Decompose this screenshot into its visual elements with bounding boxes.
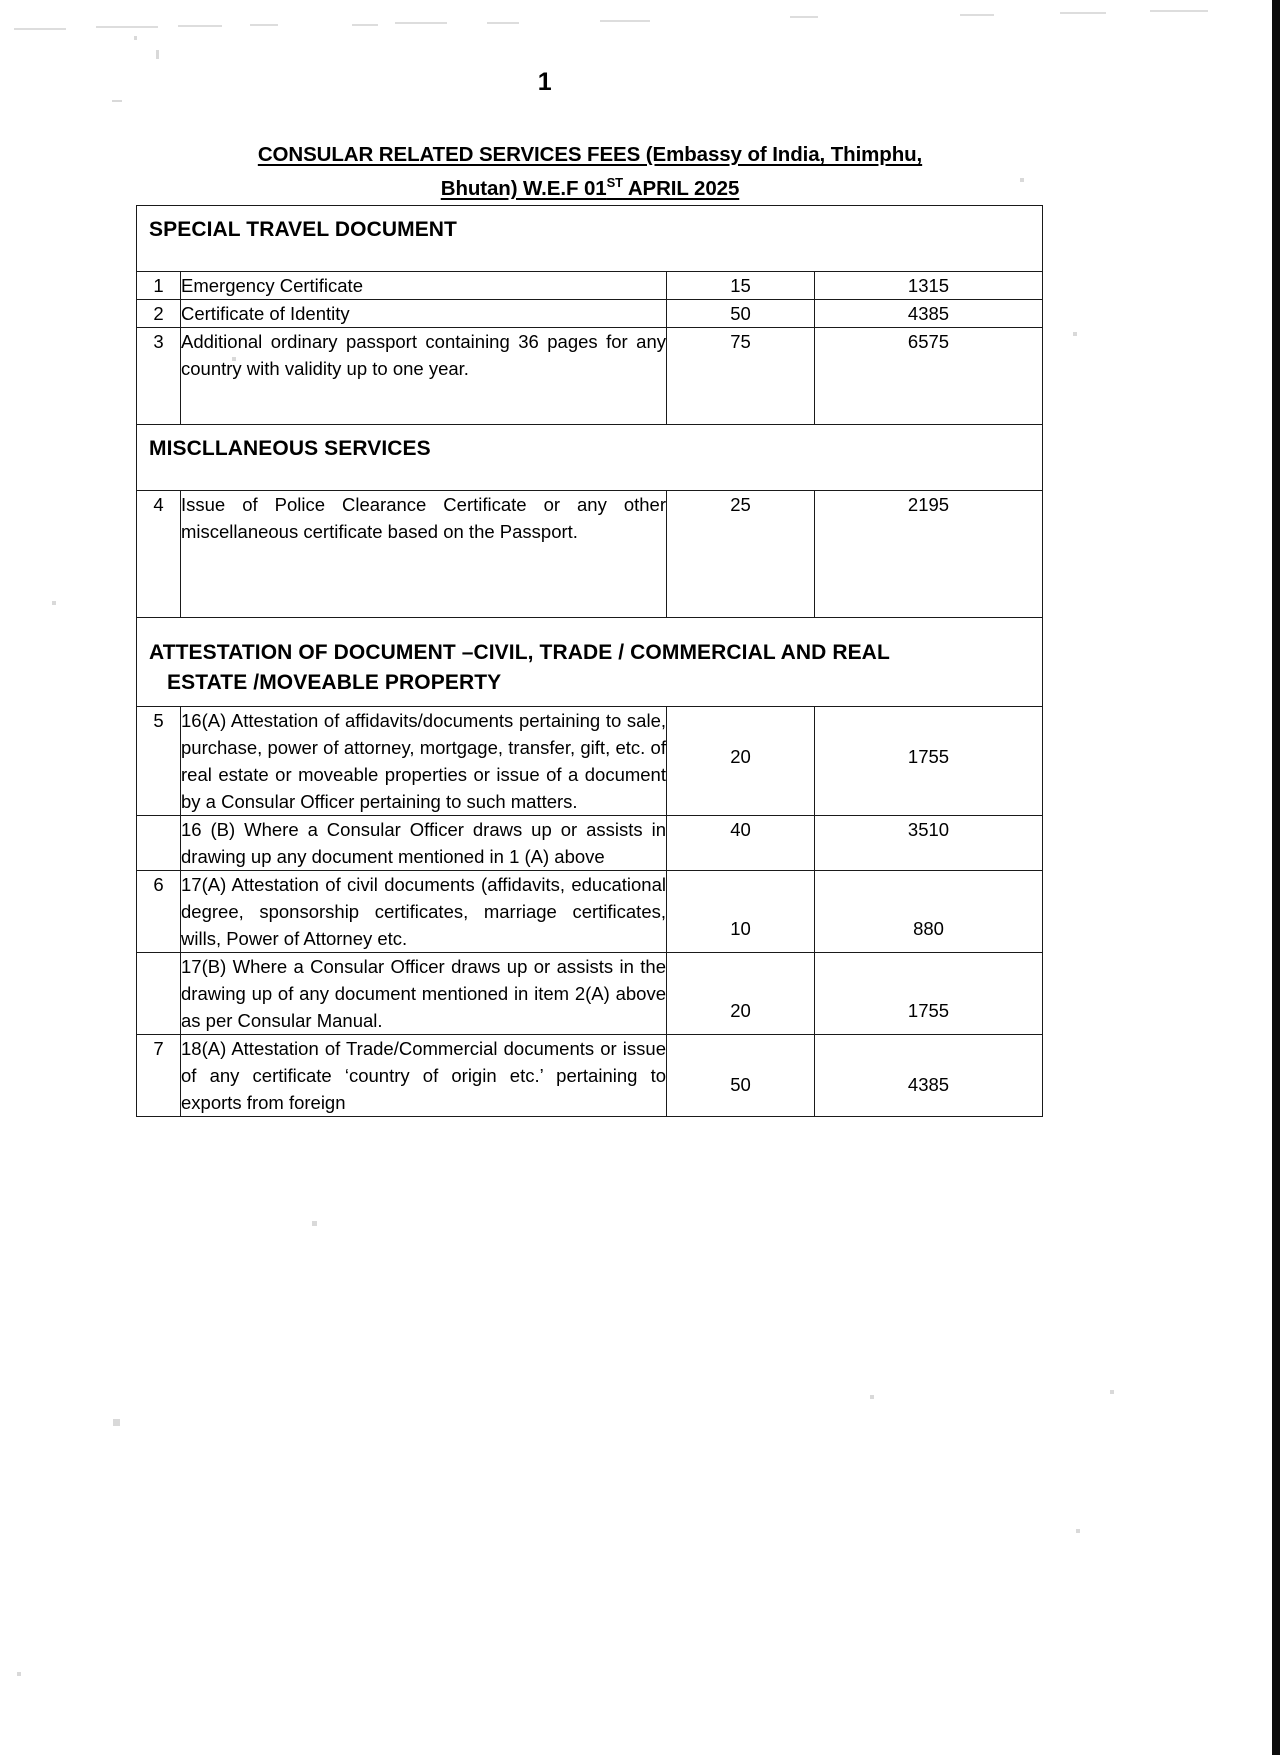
row-fee-usd: 20 — [667, 953, 815, 1035]
row-serial-number — [137, 816, 181, 871]
scan-artifact — [960, 14, 994, 16]
page-title-line-2-suffix: APRIL 2025 — [622, 177, 740, 200]
scan-artifact — [1150, 10, 1208, 12]
scan-artifact — [312, 1221, 317, 1226]
table-row — [137, 871, 1043, 953]
row-fee-usd: 50 — [667, 1035, 815, 1117]
row-description: 17(A) Attestation of civil documents (affidavits, educational degree, sponsorship certificates, marriage certificates, wills, Power of Attorney etc. — [181, 871, 667, 953]
row-fee-inr: 2195 — [815, 491, 1043, 618]
scan-artifact — [134, 36, 137, 40]
row-fee-inr: 1315 — [815, 272, 1043, 300]
row-description: Emergency Certificate — [181, 272, 667, 300]
row-description: Additional ordinary passport containing 36 pages for any country with validity up to one year. — [181, 328, 667, 425]
row-fee-inr: 4385 — [815, 1035, 1043, 1117]
table-row — [137, 272, 1043, 300]
table-row — [137, 1035, 1043, 1117]
scan-artifact — [113, 1419, 120, 1426]
section-header-row — [137, 206, 1043, 272]
section-heading: MISCLLANEOUS SERVICES — [137, 425, 1043, 491]
scan-artifact — [52, 601, 56, 605]
row-serial-number: 2 — [137, 300, 181, 328]
scan-artifact — [156, 50, 159, 59]
scan-artifact — [487, 22, 519, 24]
page-title-line-1: CONSULAR RELATED SERVICES FEES (Embassy of India, Thimphu, — [257, 143, 923, 166]
row-description: Certificate of Identity — [181, 300, 667, 328]
scan-artifact — [352, 24, 378, 26]
table-row — [137, 300, 1043, 328]
page-title-line-2 — [441, 177, 740, 200]
row-fee-inr: 3510 — [815, 816, 1043, 871]
row-fee-usd: 40 — [667, 816, 815, 871]
page-title-line-2-prefix: Bhutan) W.E.F 01 — [440, 177, 607, 200]
table-row — [137, 707, 1043, 816]
scan-artifact — [1110, 1390, 1114, 1394]
section-heading — [137, 618, 1043, 707]
scan-artifact — [395, 22, 447, 24]
scan-artifact — [250, 24, 278, 26]
row-fee-inr: 1755 — [815, 953, 1043, 1035]
ordinal-suffix: ST — [606, 175, 623, 191]
row-serial-number: 5 — [137, 707, 181, 816]
row-fee-usd: 75 — [667, 328, 815, 425]
scan-artifact — [17, 1672, 21, 1676]
row-fee-inr: 6575 — [815, 328, 1043, 425]
row-serial-number: 1 — [137, 272, 181, 300]
row-description: 16(A) Attestation of affidavits/documents pertaining to sale, purchase, power of attorney, mortgage, transfer, gift, etc. of real estate or moveable properties or issue of a document by a Consular Officer pertaining to such matters. — [181, 707, 667, 816]
row-serial-number: 6 — [137, 871, 181, 953]
scan-artifact — [178, 25, 222, 27]
scan-edge-artifact — [1272, 0, 1280, 1755]
scan-artifact — [1060, 12, 1106, 14]
row-fee-usd: 25 — [667, 491, 815, 618]
section-header-row — [137, 618, 1043, 707]
row-description: 17(B) Where a Consular Officer draws up or assists in the drawing up of any document mentioned in item 2(A) above as per Consular Manual. — [181, 953, 667, 1035]
row-fee-usd: 15 — [667, 272, 815, 300]
section-header-row — [137, 425, 1043, 491]
page-number: 1 — [537, 68, 553, 96]
scan-artifact — [790, 16, 818, 18]
row-description: 18(A) Attestation of Trade/Commercial documents or issue of any certificate ‘country of origin etc.’ pertaining to exports from foreign — [181, 1035, 667, 1117]
row-fee-usd: 50 — [667, 300, 815, 328]
row-serial-number — [137, 953, 181, 1035]
scan-artifact — [870, 1395, 874, 1399]
row-fee-usd: 10 — [667, 871, 815, 953]
section-heading-line-2: ESTATE /MOVEABLE PROPERTY — [167, 671, 502, 694]
section-heading-line-1: ATTESTATION OF DOCUMENT –CIVIL, TRADE / COMMERCIAL AND REAL — [149, 641, 890, 664]
scan-artifact — [1076, 1529, 1080, 1533]
scan-artifact — [600, 20, 650, 22]
row-fee-inr: 4385 — [815, 300, 1043, 328]
table-row — [137, 953, 1043, 1035]
table-row — [137, 491, 1043, 618]
scan-artifact — [96, 26, 158, 28]
row-fee-inr: 1755 — [815, 707, 1043, 816]
consular-fees-table — [136, 205, 1043, 1117]
scan-artifact — [1073, 332, 1077, 336]
row-serial-number: 3 — [137, 328, 181, 425]
row-serial-number: 7 — [137, 1035, 181, 1117]
row-description: Issue of Police Clearance Certificate or any other miscellaneous certificate based on the Passport. — [181, 491, 667, 618]
scan-artifact — [112, 100, 122, 102]
section-heading: SPECIAL TRAVEL DOCUMENT — [137, 206, 1043, 272]
row-description: 16 (B) Where a Consular Officer draws up or assists in drawing up any document mentioned in 1 (A) above — [181, 816, 667, 871]
row-serial-number: 4 — [137, 491, 181, 618]
table-row — [137, 328, 1043, 425]
page-title — [140, 138, 1040, 206]
row-fee-usd: 20 — [667, 707, 815, 816]
row-fee-inr: 880 — [815, 871, 1043, 953]
table-row — [137, 816, 1043, 871]
scan-artifact — [14, 28, 66, 30]
